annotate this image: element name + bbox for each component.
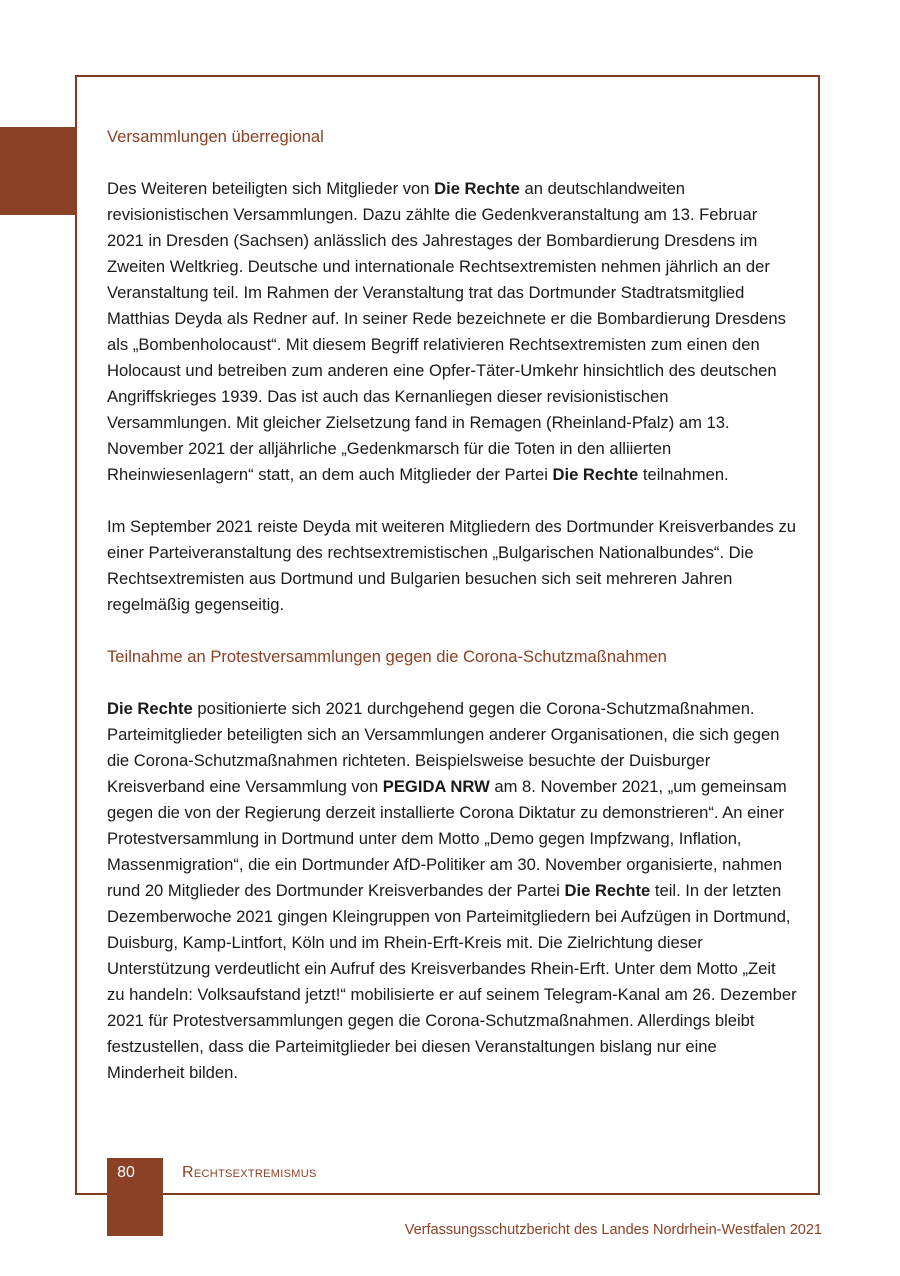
side-tab-marker — [0, 127, 77, 215]
page-number-box — [107, 1158, 163, 1236]
paragraph-revisionist-assemblies: Des Weiteren beteiligten sich Mitglieder von Die Rechte an deutschlandweiten revisionistischen Versammlungen. Dazu zählte die Gedenkveranstaltung am 13. Februar 2021 in Dresden (Sachsen) anlässlich des Jahrestages der Bombardierung Dresdens im Zweiten Weltkrieg. Deutsche und internationale Rechtsextremisten nehmen jährlich an der Veranstaltung teil. Im Rahmen der Veranstaltung trat das Dortmunder Stadtratsmitglied Matthias Deyda als Redner auf. In seiner Rede bezeichnete er die Bombardierung Dresdens als „Bombenholocaust“. Mit diesem Begriff relativieren Rechtsextremisten zum einen den Holocaust und betreiben zum anderen eine Opfer-Täter-Umkehr hinsichtlich des deutschen Angriffskrieges 1939. Das ist auch das Kernanliegen dieser revisionistischen Versammlungen. Mit gleicher Zielsetzung fand in Remagen (Rheinland-Pfalz) am 13. November 2021 der alljährliche „Gedenkmarsch für die Toten in den alliierten Rheinwiesenlagern“ statt, an dem auch Mitglieder der Partei Die Rechte teilnahmen. — [107, 179, 786, 484]
section-heading-corona-protests: Teilnahme an Protestversammlungen gegen die Corona-Schutzmaßnahmen — [107, 647, 667, 666]
paragraph-bulgaria-trip: Im September 2021 reiste Deyda mit weiteren Mitgliedern des Dortmunder Kreisverbandes zu einer Parteiveranstaltung des rechtsextremistischen „Bulgarischen Nationalbundes“. Die Rechtsextremisten aus Dortmund und Bulgarien besuchen sich seit mehreren Jahren regelmäßig gegenseitig. — [107, 517, 796, 614]
paragraph-corona-protests: Die Rechte positionierte sich 2021 durchgehend gegen die Corona-Schutzmaßnahmen. Parteimitglieder beteiligten sich an Versammlungen anderer Organisationen, die sich gegen die Corona-Schutzmaßnahmen richteten. Beispielsweise besuchte der Duisburger Kreisverband eine Versammlung von PEGIDA NRW am 8. November 2021, „um gemeinsam gegen die von der Regierung derzeit installierte Corona Diktatur zu demonstrieren“. An einer Protestversammlung in Dortmund unter dem Motto „Demo gegen Impfzwang, Inflation, Massenmigration“, die ein Dortmunder AfD-Politiker am 30. November organisierte, nahmen rund 20 Mitglieder des Dortmunder Kreisverbandes der Partei Die Rechte teil. In der letzten Dezemberwoche 2021 gingen Kleingruppen von Parteimitgliedern bei Aufzügen in Dortmund, Duisburg, Kamp-Lintfort, Köln und im Rhein-Erft-Kreis mit. Die Zielrichtung dieser Unterstützung verdeutlicht ein Aufruf des Kreisverbandes Rhein-Erft. Unter dem Motto „Zeit zu handeln: Volksaufstand jetzt!“ mobilisierte er auf seinem Telegram-Kanal am 26. Dezember 2021 für Protestversammlungen gegen die Corona-Schutzmaßnahmen. Allerdings bleibt festzustellen, dass die Parteimitglieder bei diesen Veranstaltungen bislang nur eine Minderheit bilden. — [107, 699, 797, 1082]
page-number: 80 — [117, 1164, 135, 1181]
main-content — [107, 124, 797, 1112]
section-heading-overregional: Versammlungen überregional — [107, 127, 324, 146]
publication-title: Verfassungsschutzbericht des Landes Nordrhein-Westfalen 2021 — [404, 1222, 822, 1238]
running-section-title: Rechtsextremismus — [182, 1164, 317, 1181]
